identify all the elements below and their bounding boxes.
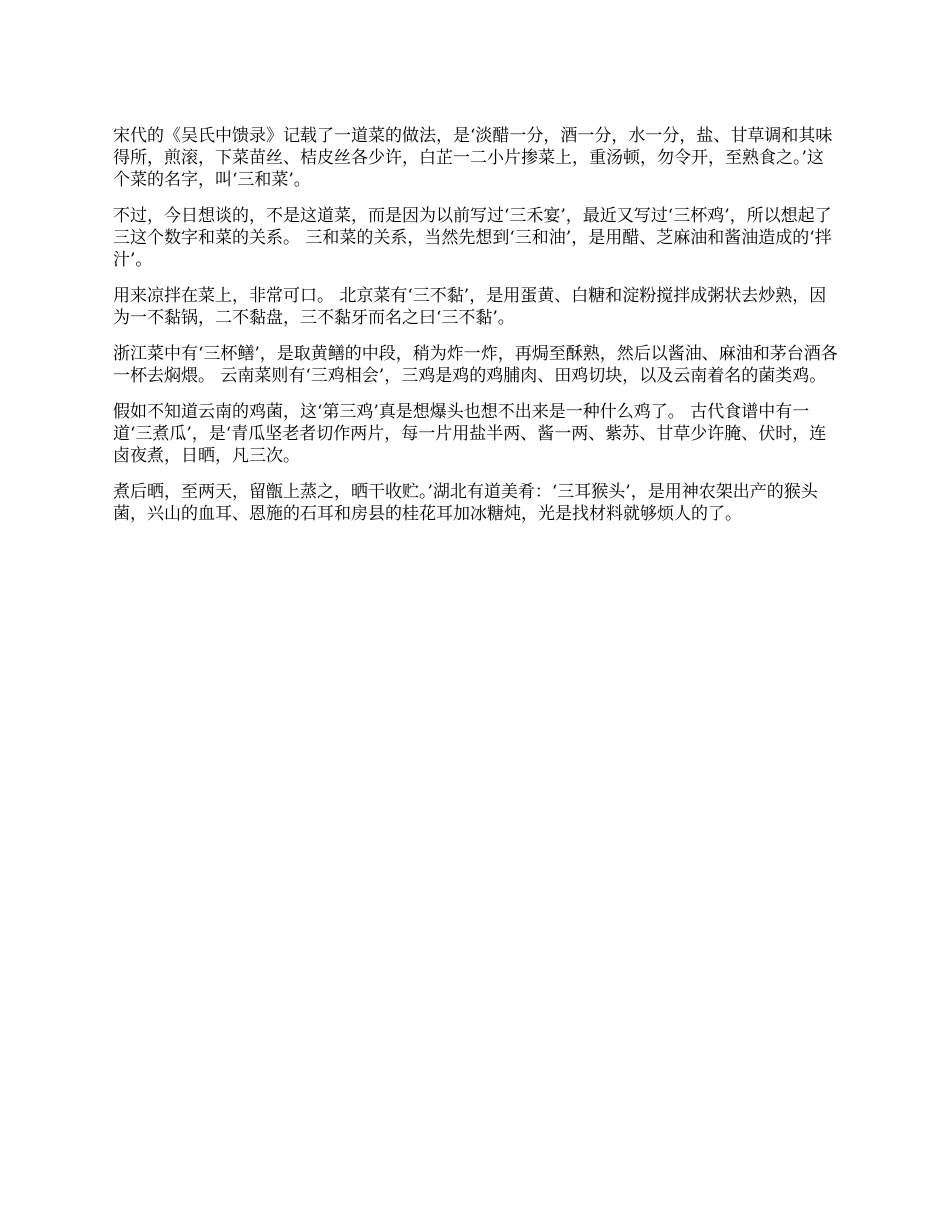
paragraph-1: 宋代的《吴氏中馈录》记载了一道菜的做法，是‘淡醋一分，酒一分，水一分，盐、甘草调和其味得所，煎滚，下菜苗丝、桔皮丝各少许，白芷一二小片掺菜上，重汤顿，勿令开，至熟食之。’这个菜的名字，叫‘三和菜’。 xyxy=(113,126,833,190)
paragraph-3: 用来凉拌在菜上，非常可口。 北京菜有‘三不黏’，是用蛋黄、白糖和淀粉搅拌成粥状去炒熟，因为一不黏锅，二不黏盘，三不黏牙而名之曰‘三不黏’。 xyxy=(113,286,827,328)
paragraph-4: 浙江菜中有‘三杯鳝’，是取黄鳝的中段，稍为炸一炸，再焗至酥熟，然后以酱油、麻油和茅台酒各一杯去焖煨。 云南菜则有‘三鸡相会’，三鸡是鸡的鸡脯肉、田鸡切块，以及云南着名的菌类鸡。 xyxy=(113,344,838,386)
paragraph-6: 煮后晒，至两天，留甑上蒸之，晒干收贮。’湖北有道美肴：‘三耳猴头’，是用神农架出产的猴头菌，兴山的血耳、恩施的石耳和房县的桂花耳加冰糖炖，光是找材料就够烦人的了。 xyxy=(113,482,818,524)
document-body xyxy=(113,125,838,539)
paragraph-2: 不过，今日想谈的，不是这道菜，而是因为以前写过‘三禾宴’，最近又写过‘三杯鸡’，所以想起了三这个数字和菜的关系。 三和菜的关系，当然先想到‘三和油’，是用醋、芝麻油和酱油造成的‘拌汁’。 xyxy=(113,206,832,270)
paragraph-5: 假如不知道云南的鸡菌，这‘第三鸡’真是想爆头也想不出来是一种什么鸡了。 古代食谱中有一道‘三煮瓜’，是‘青瓜坚老者切作两片，每一片用盐半两、酱一两、紫苏、甘草少许腌、伏时，连卤夜煮，日晒，凡三次。 xyxy=(113,402,827,466)
